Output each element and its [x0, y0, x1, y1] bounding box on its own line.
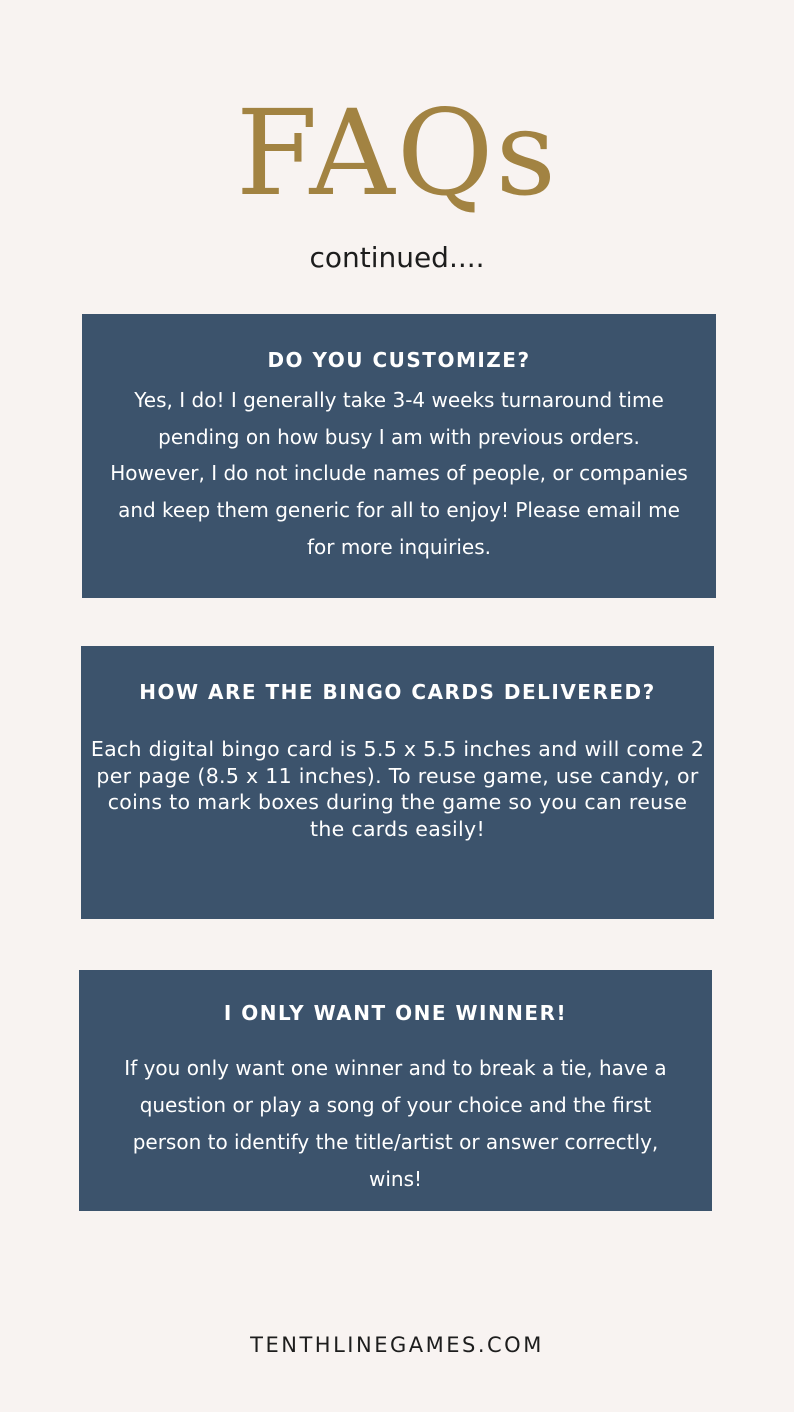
faq-answer: Yes, I do! I generally take 3-4 weeks turnaround time pending on how busy I am with previous orders. However, I do not include names of people, or companies and keep them generic for all to enjoy! Please email me for more inquiries.	[110, 388, 688, 559]
faq-question: DO YOU CUSTOMIZE?	[267, 348, 531, 372]
page-title: FAQs	[235, 84, 559, 222]
page-subtitle: continued....	[309, 241, 485, 274]
faq-question: I ONLY WANT ONE WINNER!	[223, 1001, 568, 1025]
faq-answer: If you only want one winner and to break a tie, have a question or play a song of your choice and the first person to identify the title/artist or answer correctly, wins!	[124, 1056, 667, 1191]
faq-card-delivery	[81, 646, 714, 919]
website-footer: TENTHLINEGAMES.COM	[250, 1333, 544, 1357]
faq-card-customize	[82, 314, 716, 598]
faq-answer: Each digital bingo card is 5.5 x 5.5 inches and will come 2 per page (8.5 x 11 inches). To reuse game, use candy, or coins to mark boxes during the game so you can reuse the cards easily!	[90, 737, 705, 841]
faq-question: HOW ARE THE BINGO CARDS DELIVERED?	[139, 680, 656, 704]
faq-card-one-winner	[79, 970, 712, 1211]
